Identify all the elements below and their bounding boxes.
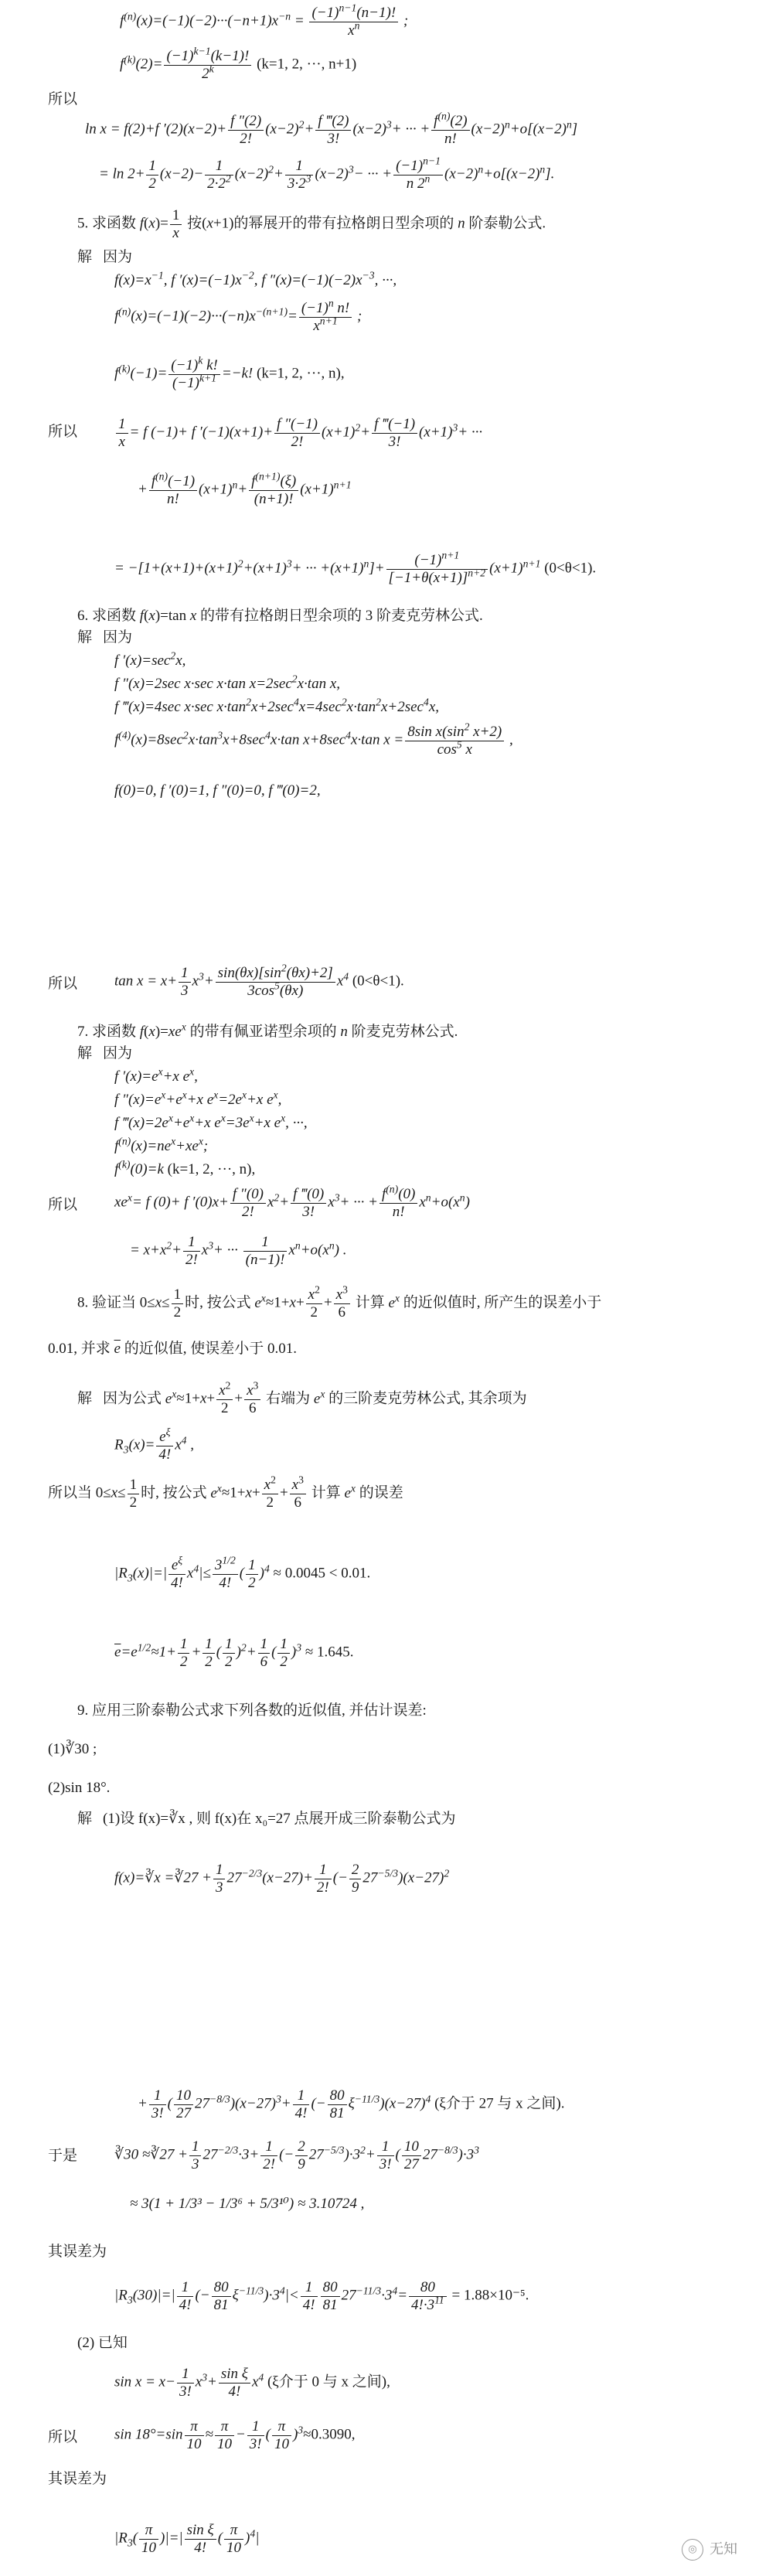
formula-p6-d2: f ″(x)=2sec x·sec x·tan $x=2\sec^2x\cdot\tan$ x,	[114, 673, 341, 692]
formula-r3-30: $|R_3(30)|=|$ $\frac{1}{4!}$ (− $\frac{80}{81}$ $\xi^{-11/3})\cdot 3^4|<$ $\frac{1}{4!}$ $\frac{80}{81}$ $27^{-11/3}\cdot 3^4=$ $\frac{80}{4!\cdot 3^{11}}$ = 1.88×10⁻⁵.	[114, 2279, 529, 2313]
formula-p7-d3: f $‴(x)=2e^x+e^x+x$ $e^x=3e^x+x$ $e^x$, ···,	[114, 1112, 308, 1131]
formula-p6-result: tan x = x+ $\frac{1}{3}$ $x^3+$ $\frac{\sin(\theta x)[\sin^2(\theta x)+2]}{3\cos^5(\theta x)}$ $x^4$ (0<θ<1).	[114, 962, 404, 999]
formula-cbrt30-value: ≈ 3(1 + 1/3³ − 1/3⁶ + 5/3¹⁰) ≈ 3.10724 ,	[130, 2196, 365, 2212]
formula-ln-expansion-result: = ln 2+ $\frac{1}{2}$ (x−2)− $\frac{1}{2\cdot 2^2}$ $(x-2)^2+$ $\frac{1}{3\cdot 2^3}$ $(x-2)^3-$ ··· + $\frac{(-1)^{n-1}}{n 2^n}$ $(x-2)^n+o[(x-2)^n]$.	[99, 155, 555, 192]
formula-cbrt-taylor: f(x)=∛x =∛27 + $\frac{1}{3}$ $27^{-2/3}(x-27)+$ $\frac{1}{2!}$ (− $\frac{2}{9}$ $27^{-5/3})(x-27)^2$	[114, 1862, 450, 1896]
chat-bubble-icon: ◎	[682, 2539, 703, 2561]
label-so: 所以	[48, 91, 78, 107]
formula-p5-taylor-cont: + $\frac{f^{(n)}(-1)}{n!}$ $(x+1)^n+$ $\frac{f^{(n+1)}(\xi)}{(n+1)!}$ $(x+1)^{n+1}$	[138, 470, 352, 507]
formula-p5-taylor: $\frac{1}{x}$ = f (−1)+ f ′(−1)(x+1)+ $\frac{f ''(-1)}{2!}$ $(x+1)^2+$ $\frac{f ‴(-1)}{3!}$ $(x+1)^3+$ ···	[114, 416, 482, 451]
label-so: 所以	[48, 424, 78, 440]
formula-p5-result: = $-[1+(x+1)+(x+1)^2+(x+1)^3+$ ··· $+(x+1)^n]+$ $\frac{(-1)^{n+1}}{[-1+\theta(x+1)]^{n+2}}$ $(x+1)^{n+1}$ (0<θ<1).	[114, 549, 597, 586]
problem-9-item-1: (1)∛30 ;	[48, 1741, 97, 1757]
formula-fk-at-2: $f^{(k)}(2)=$ $\frac{(-1)^{k-1}(k-1)!}{2^k}$ (k=1, 2, ···, n+1)	[120, 45, 357, 82]
formula-fn-derivative: $f^{(n)}(x)=(-1)(-2)\cdot\cdot\cdot(-n+1)x^{-n}$ = $\frac{(-1)^{n-1}(n-1)!}{x^n}$ ;	[120, 2, 409, 39]
formula-p6-d4: $f^{(4)}(x)=8\sec^2x\cdot\tan^3x+8\sec^4x\cdot\tan$ $x+8\sec^4x\cdot\tan$ x = $\frac{8\sin x(\sin^2 x+2)}{\cos^5 x}$ ,	[114, 721, 513, 758]
formula-p7-taylor: $xe^x= f$ (0)+ f ′(0)x+ $\frac{f ''(0)}{2!}$ $x^2+$ $\frac{f ‴(0)}{3!}$ $x^3+$ ··· + $\frac{f^{(n)}(0)}{n!}$ $x^n+o(x^n)$	[114, 1183, 470, 1220]
formula-p7-d1: f $'(x)=e^x+x$ $e^x$,	[114, 1065, 198, 1085]
label-error: 其误差为	[48, 2471, 107, 2487]
problem-5-solution-header: 解 因为	[77, 249, 133, 265]
problem-9-solution-2: (2) 已知	[77, 2335, 128, 2351]
problem-9-title: 9. 应用三阶泰勒公式求下列各数的近似值, 并估计误差:	[77, 1702, 427, 1719]
problem-8-solution: 解 因为公式 $e^x\approx 1+x+$ $\frac{x^2}{2}$ + $\frac{x^3}{6}$ 右端为 $e^x$ 的三阶麦克劳林公式, 其余项为	[77, 1379, 527, 1416]
problem-6-solution-header: 解 因为	[77, 629, 133, 646]
problem-5-title: 5. 求函数 f(x)= $\frac{1}{x}$ 按(x+1)的幂展开的带有拉格朗日型余项的 n 阶泰勒公式.	[77, 207, 546, 241]
problem-8-title: 8. 验证当 0≤x≤ $\frac{1}{2}$ 时, 按公式 $e^x\approx 1+x+$ $\frac{x^2}{2}$ + $\frac{x^3}{6}$ 计算 $e^x$ 的近似值时, 所产生的误差小于	[77, 1283, 602, 1320]
problem-7-solution-header: 解 因为	[77, 1045, 133, 1061]
problem-9-solution-1: 解 (1)设 f(x)=∛x , 则 f(x)在 x₀=27 点展开成三阶泰勒公式为	[77, 1811, 456, 1827]
label-so: 所以	[48, 2429, 78, 2445]
formula-sin18: sin 18°=sin $\frac{\pi}{10}$ ≈ $\frac{\pi}{10}$ − $\frac{1}{3!}$ ( $\frac{\pi}{10}$ )$^3$≈0.3090,	[114, 2418, 356, 2452]
label-so: 所以	[48, 1197, 78, 1213]
formula-p6-d1: f $'(x)=\sec^2x$,	[114, 649, 186, 669]
formula-p7-result: = $x+x^2+$ $\frac{1}{2!}$ $x^3+$ ··· $\frac{1}{(n-1)!}$ $x^n+o(x^n)$ .	[130, 1234, 347, 1268]
problem-8-title-cont: 0.01, 并求 $\overline{e}$ 的近似值, 使误差小于 0.01.	[48, 1341, 297, 1357]
formula-sqrt-e: $\overline{e}=e^{1/2}\approx 1+$ $\frac{1}{2}$ + $\frac{1}{2}$ ( $\frac{1}{2}$ )$^2$+ $\frac{1}{6}$ ( $\frac{1}{2}$ )$^3$ ≈ 1.645.	[114, 1636, 354, 1670]
formula-p7-d2: f $''(x)=e^x+e^x+x$ $e^x=2e^x+x$ $e^x$,	[114, 1089, 282, 1108]
formula-p6-values: f(0)=0, f ′(0)=1, f ″(0)=0, f ‴(0)=2,	[114, 782, 321, 799]
formula-r3-sin: $|R_3$( $\frac{\pi}{10}$ )|=| $\frac{\text{sin ξ}}{4!}$ ( $\frac{\pi}{10}$ )$^4$|	[114, 2522, 260, 2556]
formula-p5-fn: $f^{(n)}(x)=(-1)(-2)\cdot\cdot\cdot(-n)x^{-(n+1)}=$ $\frac{(-1)^n n!}{x^{n+1}}$ ;	[114, 297, 362, 334]
formula-p6-d3: f ‴(x)=4sec x·sec $x\cdot\tan^2x+2\sec^4x=4\sec^2x\cdot\tan^2x+2\sec^4x$,	[114, 696, 440, 715]
problem-9-item-2: (2)sin 18°.	[48, 1780, 111, 1796]
label-so: 所以	[48, 976, 78, 992]
formula-p7-dn: $f^{(n)}(x)=ne^x+xe^x$;	[114, 1135, 209, 1154]
formula-p5-derivatives: $f(x)=x^{-1}$, f $'(x)=(-1)x^{-2}$, f $''(x)=(-1)(-2)x^{-3}$, ···,	[114, 269, 397, 288]
label-error: 其误差为	[48, 2244, 107, 2260]
formula-p5-fk: $f^{(k)}(-1)=$ $\frac{(-1)^k k!}{(-1)^{k+1}}$ =−k! (k=1, 2, ···, n),	[114, 354, 345, 391]
formula-r3-bound: $|R_3(x)|=|$ $\frac{e^\xi}{4!}$ $x^4|\le$ $\frac{3^{1/2}}{4!}$ ( $\frac{1}{2}$ )$^4$ ≈ 0.0045 < 0.01.	[114, 1554, 371, 1591]
problem-7-title: 7. 求函数 $f(x)=xe^x$ 的带有佩亚诺型余项的 n 阶麦克劳林公式.	[77, 1021, 458, 1040]
problem-6-title: 6. 求函数 f(x)=tan x 的带有拉格朗日型余项的 3 阶麦克劳林公式.	[77, 608, 483, 624]
watermark-label: 无知	[710, 2541, 737, 2558]
formula-ln-expansion: ln x = f(2)+f ′(2)(x−2)+ $\frac{f ''(2)}{2!}$ $(x-2)^2+$ $\frac{f ‴(2)}{3!}$ $(x-2)^3+$ ··· + $\frac{f^{(n)}(2)}{n!}$ $(x-2)^n+o[(x-2)^n]$	[85, 110, 578, 147]
formula-sin-taylor: sin x = x− $\frac{1}{3!}$ $x^3+$ $\frac{\text{sin ξ}}{4!}$ $x^4$ (ξ介于 0 与 x 之间),	[114, 2366, 390, 2400]
formula-cbrt30-approx: ∛30 ≈∛27 + $\frac{1}{3}$ $27^{-2/3}\cdot 3+$ $\frac{1}{2!}$ (− $\frac{2}{9}$ $27^{-5/3})\cdot 3^2+$ $\frac{1}{3!}$ ( $\frac{10}{27}$ $27^{-8/3})\cdot 3^3$	[114, 2138, 479, 2172]
problem-8-estimate: 所以当 0≤x≤ $\frac{1}{2}$ 时, 按公式 $e^x\approx 1+x+$ $\frac{x^2}{2}$ + $\frac{x^3}{6}$ 计算 $e^x$ 的误差	[48, 1474, 403, 1511]
formula-r3: $R_3(x)=$ $\frac{e^\xi}{4!}$ $x^4$ ,	[114, 1426, 194, 1463]
watermark	[682, 2539, 737, 2561]
label-therefore: 于是	[48, 2148, 78, 2164]
formula-p7-dk: $f^{(k)}(0)=k$ (k=1, 2, ···, n),	[114, 1158, 256, 1177]
formula-cbrt-taylor-cont: + $\frac{1}{3!}$ ( $\frac{10}{27}$ $27^{-8/3})(x-27)^3+$ $\frac{1}{4!}$ (− $\frac{80}{81}$ $\xi^{-11/3})(x-27)^4$ (ξ介于 27 与 x 之间).	[138, 2087, 565, 2121]
